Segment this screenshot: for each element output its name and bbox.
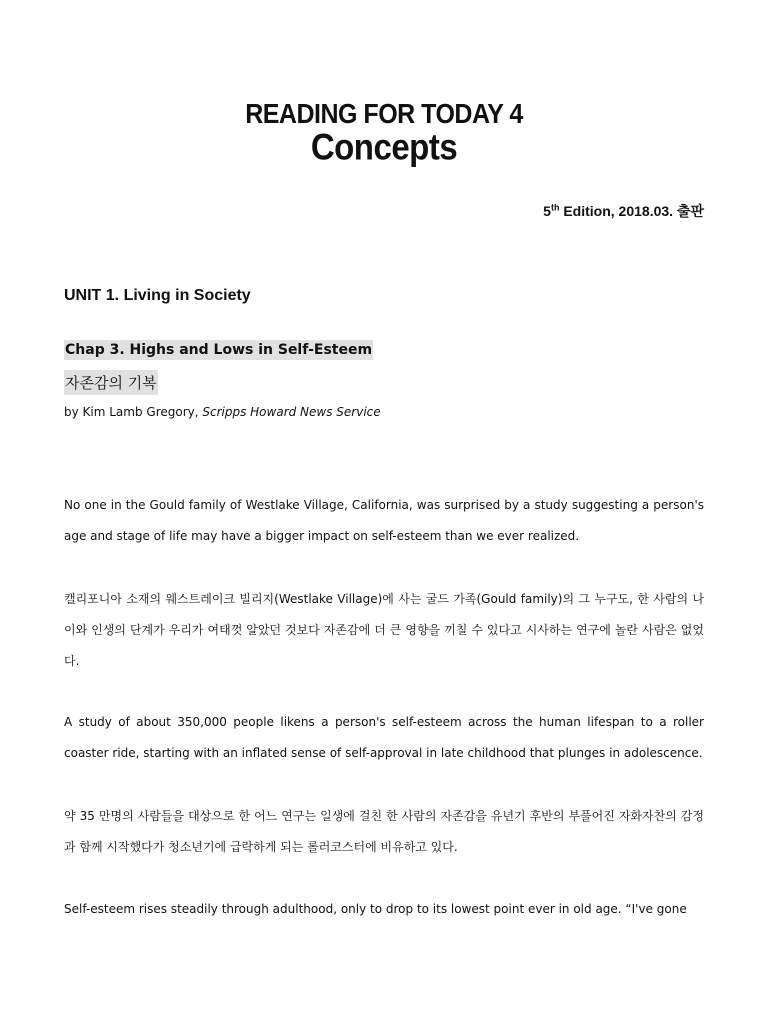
byline-source: Scripps Howard News Service	[202, 405, 381, 419]
edition-line	[543, 201, 704, 221]
book-subtitle: Concepts	[310, 125, 458, 168]
edition-suffix: th	[550, 202, 560, 213]
edition-text: Edition, 2018.03. 출판	[559, 203, 704, 219]
byline	[64, 405, 381, 419]
paragraph-5: Self-esteem rises steadily through adulthood, only to drop to its lowest point ever in old age. “I've gone	[64, 902, 687, 916]
book-title: READING FOR TODAY 4	[245, 98, 523, 130]
edition-number: 5	[543, 203, 551, 219]
paragraph-3: A study of about 350,000 people likens a person's self-esteem across the human lifespan to a roller coaster ride, starting with an inflated sense of self-approval in late childhood that plunges in adolescence.	[64, 715, 704, 760]
chapter-korean-title: 자존감의 기복	[64, 370, 158, 395]
paragraph-4: 약 35 만명의 사람들을 대상으로 한 어느 연구는 일생에 걸친 한 사람의 자존감을 유년기 후반의 부풀어진 자화자찬의 감정과 함께 시작했다가 청소년기에 급락하게 되는 롤러코스터에 비유하고 있다.	[64, 809, 704, 854]
paragraph-1: No one in the Gould family of Westlake Village, California, was surprised by a study suggesting a person's age and stage of life may have a bigger impact on self-esteem than we ever realized.	[64, 498, 704, 543]
chapter-title: Chap 3. Highs and Lows in Self-Esteem	[65, 342, 373, 358]
paragraph-2: 캘리포니아 소재의 웨스트레이크 빌리지(Westlake Village)에 사는 굴드 가족(Gould family)의 그 누구도, 한 사람의 나이와 인생의 단계가 우리가 여태껏 알았던 것보다 자존감에 더 큰 영향을 끼칠 수 있다고 시사하는 연구에 놀란 사람은 없었다.	[64, 592, 704, 668]
unit-heading: UNIT 1. Living in Society	[64, 287, 251, 304]
byline-author: by Kim Lamb Gregory,	[64, 405, 203, 419]
